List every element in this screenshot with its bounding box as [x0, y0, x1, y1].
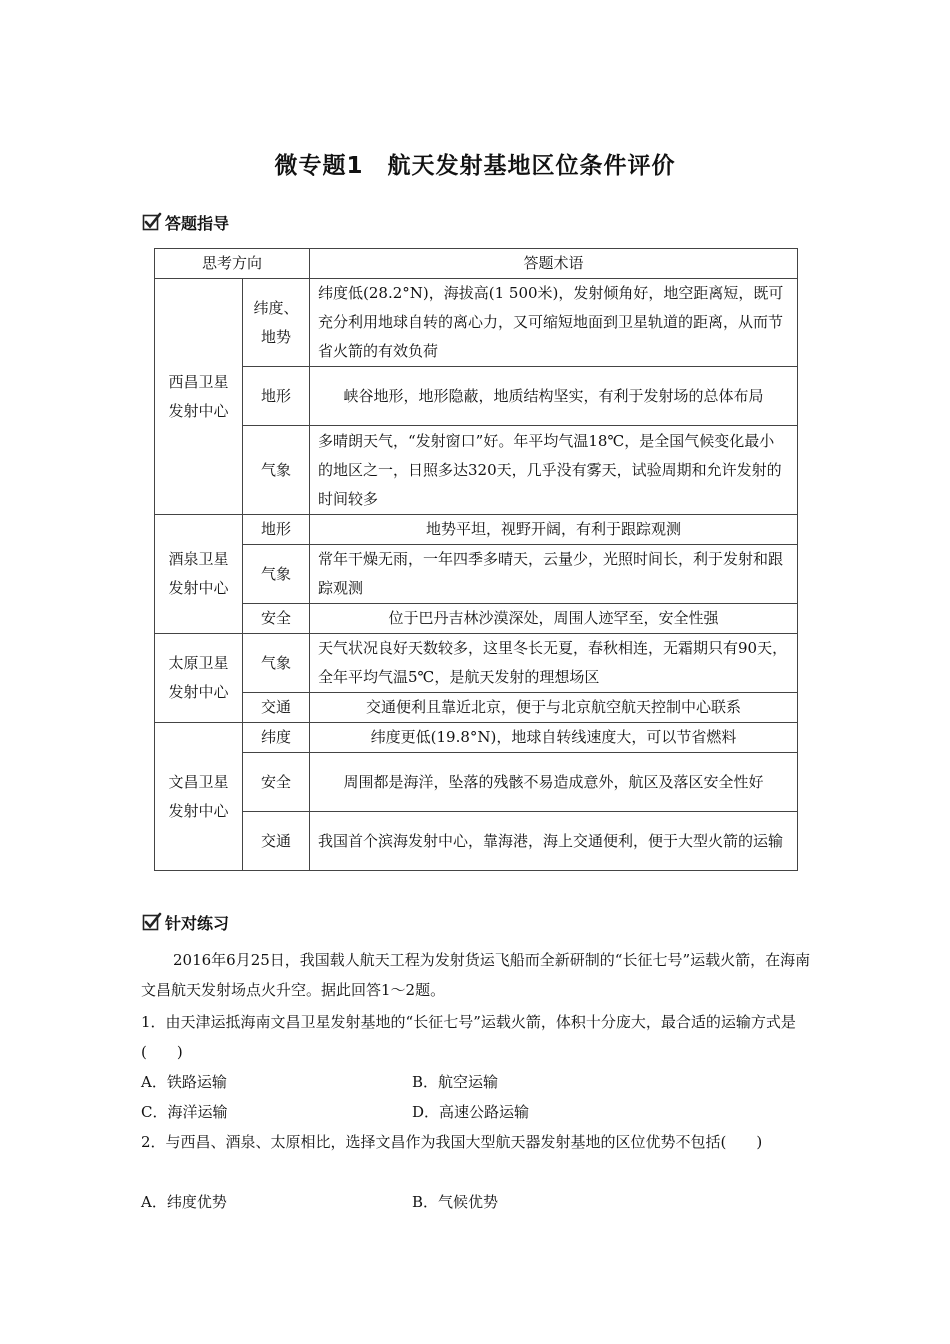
- factor-cell: 地形: [243, 367, 310, 426]
- factor-cell: 气象: [243, 634, 310, 693]
- term-cell: 常年干燥无雨，一年四季多晴天，云量少，光照时间长，利于发射和跟踪观测: [310, 545, 798, 604]
- practice-intro: 2016年6月25日，我国载人航天工程为发射货运飞船而全新研制的“长征七号”运载火箭，在海南文昌航天发射场点火升空。据此回答1～2题。: [141, 951, 811, 999]
- term-cell: 天气状况良好天数较多，这里冬长无夏，春秋相连，无霜期只有90天，全年平均气温5℃，是航天发射的理想场区: [310, 634, 798, 693]
- question-1-options: [141, 1067, 811, 1127]
- center-name: 太原卫星发射中心: [155, 634, 243, 723]
- term-cell: 我国首个滨海发射中心，靠海港，海上交通便利，便于大型火箭的运输: [310, 812, 798, 871]
- table-row: [155, 753, 798, 812]
- factor-cell: 交通: [243, 693, 310, 723]
- factor-cell: 气象: [243, 426, 310, 515]
- table-row: [155, 426, 798, 515]
- term-cell: 位于巴丹吉林沙漠深处，周围人迹罕至，安全性强: [310, 604, 798, 634]
- section-label: 针对练习: [165, 913, 230, 933]
- question-1-stem: 1．由天津运抵海南文昌卫星发射基地的“长征七号”运载火箭，体积十分庞大，最合适的运输方式是( ): [141, 1013, 796, 1061]
- table-row: [155, 723, 798, 753]
- center-name: 文昌卫星发射中心: [155, 723, 243, 871]
- factor-cell: 纬度、地势: [243, 279, 310, 367]
- checkbox-check-icon: [142, 912, 162, 932]
- section-label: 答题指导: [165, 213, 230, 233]
- table-row: [155, 604, 798, 634]
- factor-cell: 交通: [243, 812, 310, 871]
- page-title: 微专题1 航天发射基地区位条件评价: [274, 153, 676, 179]
- factor-cell: 纬度: [243, 723, 310, 753]
- term-cell: 交通便利且靠近北京，便于与北京航空航天控制中心联系: [310, 693, 798, 723]
- factor-cell: 安全: [243, 604, 310, 634]
- question-2-stem: 2．与西昌、酒泉、太原相比，选择文昌作为我国大型航天器发射基地的区位优势不包括( ): [141, 1133, 763, 1151]
- table-row: [155, 812, 798, 871]
- term-cell: 纬度更低(19.8°N)，地球自转线速度大，可以节省燃料: [310, 723, 798, 753]
- factor-cell: 地形: [243, 515, 310, 545]
- table-row: [155, 367, 798, 426]
- section-heading-guide: [142, 211, 229, 233]
- factor-cell: 气象: [243, 545, 310, 604]
- center-name: 酒泉卫星发射中心: [155, 515, 243, 634]
- option-a: A．纬度优势: [141, 1193, 227, 1211]
- term-cell: 多晴朗天气，“发射窗口”好。年平均气温18℃，是全国气候变化最小的地区之一，日照多达320天，几乎没有雾天，试验周期和允许发射的时间较多: [310, 426, 798, 515]
- term-cell: 纬度低(28.2°N)，海拔高(1 500米)，发射倾角好，地空距离短，既可充分利用地球自转的离心力，又可缩短地面到卫星轨道的距离，从而节省火箭的有效负荷: [310, 279, 798, 367]
- option-b: B．航空运输: [412, 1073, 499, 1091]
- term-cell: 周围都是海洋，坠落的残骸不易造成意外，航区及落区安全性好: [310, 753, 798, 812]
- term-cell: 峡谷地形，地形隐蔽，地质结构坚实，有利于发射场的总体布局: [310, 367, 798, 426]
- option-b: B．气候优势: [412, 1193, 499, 1211]
- header-terms: 答题术语: [310, 249, 798, 279]
- factor-cell: 安全: [243, 753, 310, 812]
- table-header-row: [155, 249, 798, 279]
- table-row: [155, 693, 798, 723]
- table-row: [155, 545, 798, 604]
- answer-guide-table: [154, 248, 798, 871]
- table-row: [155, 634, 798, 693]
- option-d: D．高速公路运输: [412, 1103, 530, 1121]
- term-cell: 地势平坦，视野开阔，有利于跟踪观测: [310, 515, 798, 545]
- option-a: A．铁路运输: [141, 1073, 227, 1091]
- checkbox-check-icon: [142, 212, 162, 232]
- option-c: C．海洋运输: [141, 1103, 228, 1121]
- table-row: [155, 515, 798, 545]
- center-name: 西昌卫星发射中心: [155, 279, 243, 515]
- question-2-options: [141, 1187, 811, 1217]
- section-heading-practice: [142, 911, 229, 933]
- table-row: [155, 279, 798, 367]
- header-direction: 思考方向: [155, 249, 310, 279]
